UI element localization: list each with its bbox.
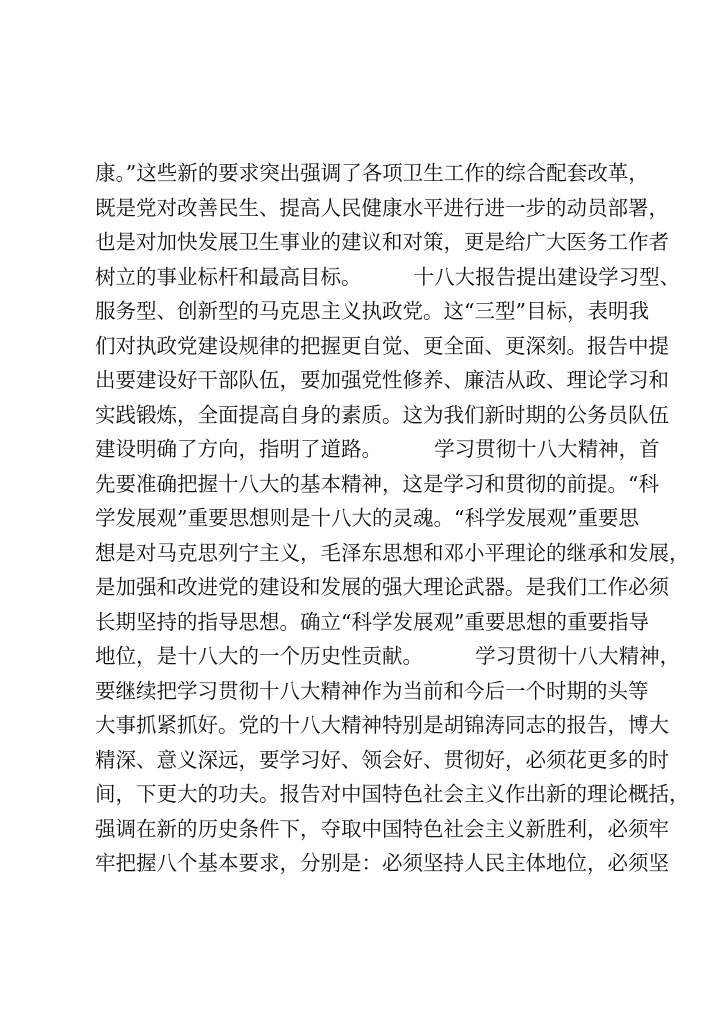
text-line-7: 出要建设好干部队伍，要加强党性修养、廉洁从政、理论学习和 — [95, 368, 669, 392]
text-line-21: 牢把握八个基本要求，分别是：必须坚持人民主体地位，必须坚 — [95, 851, 669, 875]
text-line-5: 服务型、创新型的马克思主义执政党。这“三型”目标，表明我 — [95, 299, 649, 323]
text-line-13: 是加强和改进党的建设和发展的强大理论武器。是我们工作必须 — [95, 575, 669, 599]
text-line-20: 强调在新的历史条件下，夺取中国特色社会主义新胜利，必须牢 — [95, 816, 669, 841]
text-line-9: 建设明确了方向，指明了道路。 学习贯彻十八大精神，首 — [95, 437, 660, 461]
text-line-12: 想是对马克思列宁主义，毛泽东思想和邓小平理论的继承和发展， — [95, 540, 690, 565]
text-line-18: 精深、意义深远，要学习好、领会好、贯彻好，必须花更多的时 — [95, 747, 669, 772]
text-line-16: 要继续把学习贯彻十八大精神作为当前和今后一个时期的头等 — [95, 678, 649, 703]
text-line-19: 间，下更大的功夫。报告对中国特色社会主义作出新的理论概括， — [95, 782, 690, 806]
text-line-3: 也是对加快发展卫生事业的建议和对策，更是给广大医务工作者 — [95, 230, 669, 254]
text-line-10: 先要准确把握十八大的基本精神，这是学习和贯彻的前提。“科 — [95, 471, 659, 496]
text-line-17: 大事抓紧抓好。党的十八大精神特别是胡锦涛同志的报告，博大 — [95, 713, 669, 737]
text-line-6: 们对执政党建设规律的把握更自觉、更全面、更深刻。报告中提 — [95, 333, 669, 358]
text-line-8: 实践锻炼，全面提高自身的素质。这为我们新时期的公务员队伍 — [95, 402, 669, 427]
text-line-2: 既是党对改善民生、提高人民健康水平进行进一步的动员部署， — [95, 195, 669, 220]
text-line-1: 康。”这些新的要求突出强调了各项卫生工作的综合配套改革， — [95, 161, 649, 185]
text-line-15: 地位，是十八大的一个历史性贡献。 学习贯彻十八大精神， — [95, 644, 681, 668]
text-line-14: 长期坚持的指导思想。确立“科学发展观”重要思想的重要指导 — [95, 609, 649, 634]
text-line-4: 树立的事业标杆和最高目标。 十八大报告提出建设学习型、 — [95, 264, 681, 289]
text-line-11: 学发展观”重要思想则是十八大的灵魂。“科学发展观”重要思 — [95, 506, 639, 530]
